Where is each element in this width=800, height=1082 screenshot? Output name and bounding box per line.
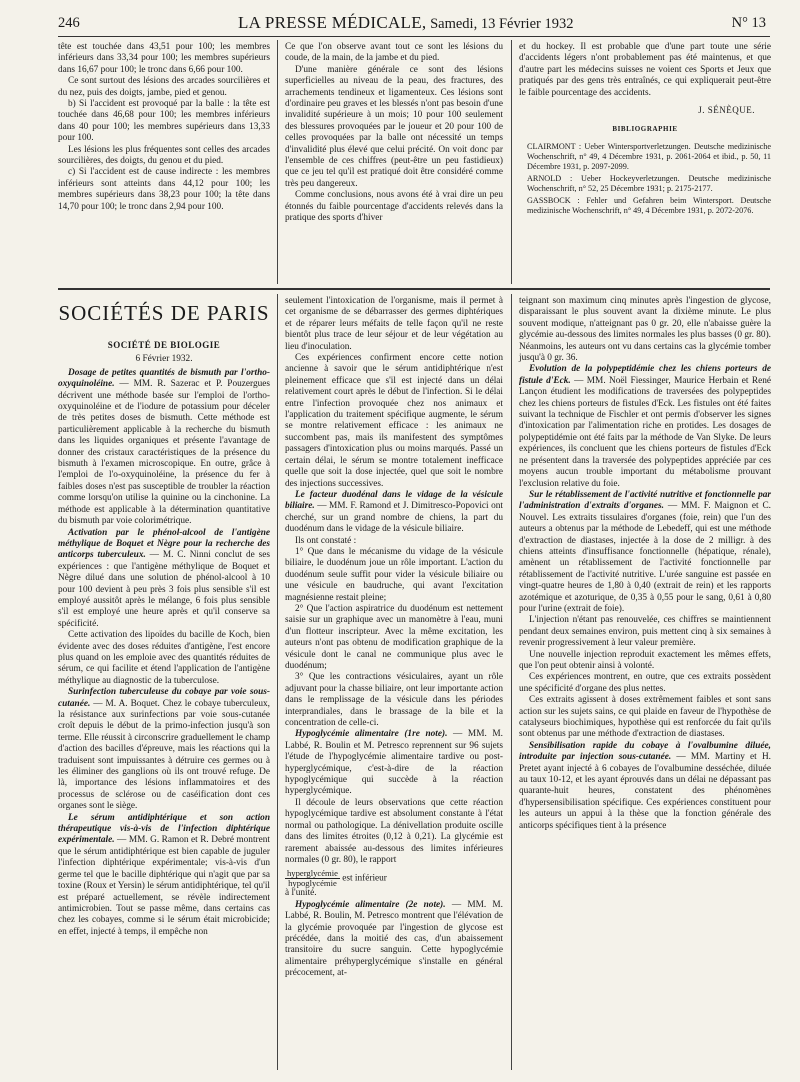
paragraph: [519, 695, 771, 741]
communication-paragraph: [58, 813, 270, 938]
communication-paragraph: [519, 364, 771, 489]
journal-title: [238, 10, 573, 37]
paragraph-text: — MM. Noël Fiessinger, Maurice Herbain et René Lançon étudient les modifications de traversées des polypeptides chez les chiens porteurs de fistules d'Eck. Les fistules ont été faites suivant la technique de Fischler et ont permis d'observer les signes d'intoxication par l'alimentation riche en protides. Les dosages de polypeptidémie ont été faits par la méthode de Van Slyke. De leurs expériences, ils concluent que les chiens porteurs de fistules d'Eck ne présentent dans la traversée des polypeptides appréciée par ces moyens aucun trouble important du métabolisme prouvant l'exclusion relative du foie.: [519, 375, 772, 489]
communication-paragraph: [58, 368, 270, 528]
top-column-2: [285, 42, 503, 225]
paragraph-text: Cette activation des lipoïdes du bacille de Koch, bien évidente avec des doses réduites d'antigène, l'est encore plus quand on les emploie avec des quantités réduites de sérum, ce qui facilite et étend l'application de l'antigène méthylique au diagnostic de la tuberculose.: [58, 630, 270, 686]
communication-title: Hypoglycémie alimentaire (2e note).: [295, 899, 446, 910]
bibliography-entry: CLAIRMONT : Ueber Wintersportverletzungen. Deutsche medizinische Wochenschrift, n° 49, 4 Décembre 1931, p. 2061-2064 et ibid., p. 50, 11 Décembre 1931, p. 2097-2099.: [527, 141, 771, 171]
session-date: 6 Février 1932.: [135, 354, 193, 365]
ratio-formula: [285, 869, 503, 888]
paragraph: et du hockey. Il est probable que d'une part toute une série d'accidents légers n'ont probablement pas été maintenus, et que d'autre part les médecins suisses ne voient ces Sports et Jeux que pratiqués par des gens très entraînés, ce qui expliquerait peut-être le faible pourcentage des accidents.: [519, 42, 771, 98]
communication-paragraph: [519, 741, 771, 832]
paragraph: [285, 672, 503, 729]
communication-paragraph: [58, 528, 270, 631]
paragraph: D'une manière générale ce sont des lésions superficielles au niveau de la peau, des fractures, des arrachements tendineux et ligamenteux. Ces lésions sont d'ordinaire peu graves et les blessés n'ont pas besoin d'une invalidité supérieure à un mois; 10 pour 100 seulement des blessures provoquées par le joueur et 20 pour 100 de celles provoquées par la balle ont nécessité un temps d'invalidité plus élevé que celui précité. On voit donc par l'ensemble de ces chiffres (peut-être un peu fastidieux) que ce jeu tel qu'il est pratiqué doit être considéré comme très peu dangereux.: [285, 64, 503, 189]
fraction-numerator: hyperglycémie: [287, 868, 338, 879]
paragraph: Ce sont surtout des lésions des arcades sourcilières et du nez, puis des doigts, jambe, pied et genou.: [58, 76, 270, 98]
journal-name: LA PRESSE MÉDICALE,: [238, 13, 427, 32]
paragraph: c) Si l'accident est de cause indirecte : les membres inférieurs sont atteints dans 44,12 pour 100; les membres supérieurs dans 38,23 pour 100; la tête dans 14,70 pour 100; le tronc dans 2,94 pour 100.: [58, 167, 270, 212]
communication-title: Sensibilisation rapide du cobaye à l'ovalbumine diluée, introduite par injection sous-cutanée.: [519, 740, 771, 763]
issue-date: Samedi, 13 Février 1932: [430, 16, 574, 32]
paragraph-text: Une nouvelle injection reproduit exactement les mêmes effets, que l'on peut obtenir ainsi à volonté.: [519, 649, 771, 671]
paragraph-text: Ces expériences montrent, en outre, que ces extraits possèdent une spécificité d'organe des plus nettes.: [519, 672, 771, 694]
communication-paragraph: [58, 687, 270, 812]
communication-title: Dosage de petites quantités de bismuth par l'ortho-oxyquinoléine.: [58, 367, 270, 390]
bottom-column-3: [519, 296, 771, 832]
bottom-column-1: [58, 296, 270, 938]
paragraph-text: Ces extraits agissent à doses extrêmement faibles et sont sans action sur les sujets sains, ce qui plaide en faveur de l'hypothèse de catalyseurs biochimiques, hypothèse qui est renforcée du fait qu'ils sont obtenus par une méthode d'extraction de diastases.: [519, 695, 771, 740]
communication-title: Le facteur duodénal dans le vidage de la vésicule biliaire.: [285, 489, 503, 512]
column-divider: [511, 40, 512, 284]
paragraph: b) Si l'accident est provoqué par la balle : la tête est touchée dans 46,68 pour 100; les membres inférieurs dans 40 pour 100; les membres supérieurs dans 13,33 pour 100.: [58, 99, 270, 144]
paragraph: tête est touchée dans 43,51 pour 100; les membres inférieurs dans 33,34 pour 100; les membres supérieurs dans 16,67 pour 100; le tronc dans 6,66 pour 100.: [58, 42, 270, 75]
paragraph: Ce que l'on observe avant tout ce sont les lésions du coude, de la main, de la jambe et du pied.: [285, 42, 503, 64]
paragraph: Les lésions les plus fréquentes sont celles des arcades sourcilières, des doigts, du genou et du pied.: [58, 144, 270, 167]
paragraph: [519, 615, 771, 649]
paragraph-text: — MM. M. Labbé, R. Boulin et M. Petresco reprennent sur 96 sujets l'étude de l'hypoglycémie alimentaire tardive ou post-hyperglycémique, c'est-à-dire de la réaction hypoglycémique qui succède à la réaction hyperglycémique.: [285, 729, 503, 797]
paragraph-text: — MM. M. Labbé, R. Boulin, M. Petresco montrent que l'élévation de la glycémie provoquée par l'ingestion de glycose est précédée, dans la moitié des cas, d'un abaissement transitoire du sucre sanguin. Cette hypoglycémie alimentaire préhyperglycémique s'installe en général précocement, at-: [285, 899, 503, 979]
communication-title: Sur le rétablissement de l'activité nutritive et fonctionnelle par l'administration d'extraits d'organes.: [519, 489, 771, 512]
ratio-text: est inférieur: [342, 873, 387, 884]
paragraph: [58, 630, 270, 687]
communication-paragraph: [285, 729, 503, 797]
paragraph: [285, 547, 503, 604]
fraction: [285, 869, 340, 888]
paragraph-text: — MM. R. Sazerac et P. Pouzergues décrivent une méthode basée sur l'emploi de l'ortho-oxyquinoléine et de l'iodure de potassium pour déceler de très petites doses de bismuth. Cette méthode est particulièrement applicable à la recherche du bismuth dans les liquides organiques et présente l'avantage de donner des cristaux caractéristiques de la présence du bismuth à l'examen microscopique. En outre, grâce à l'emploi de l'o-oxyquinoléine, la présence du fer à faibles doses n'est pas susceptible de troubler la réaction comme lorsqu'on utilise la quinine ou la cinchonine. La méthode est applicable à la détermination quantitative du bismuth par voie colorimétrique.: [58, 379, 270, 527]
paragraph: [519, 672, 771, 695]
paragraph: [285, 353, 503, 490]
communication-title: Surinfection tuberculeuse du cobaye par voie sous-cutanée.: [58, 687, 270, 709]
paragraph-text: L'injection n'étant pas renouvelée, ces chiffres se maintiennent pendant deux semaines environ, puis mettent cinq à six semaines à revenir progressivement à leur valeur première.: [519, 615, 771, 649]
paragraph: [519, 650, 771, 673]
column-divider: [511, 294, 512, 1070]
communication-paragraph: [285, 490, 503, 536]
paragraph: [285, 798, 503, 866]
paragraph: [285, 604, 503, 672]
top-column-1: [58, 42, 270, 213]
paragraph: [519, 296, 771, 364]
paragraph: à l'unité.: [285, 888, 317, 899]
paragraph-text: — MM. Martiny et H. Pretet ayant injecté à 6 cobayes de l'ovalbumine desséchée, diluée au taux 10-12, et les ayant éprouvés dans un délai ne dépassant pas quarante-huit heures, constatent des phénomènes d'hypersensibilisation spécifique. Ces expériences constituent pour les auteurs un appui à la thèse que la fonction générale des anticorps spécifiques tient à la présence: [519, 752, 771, 831]
paragraph-text: 1° Que dans le mécanisme du vidage de la vésicule biliaire, le duodénum joue un rôle important. L'action du duodénum seule suffit pour vider la vésicule biliaire ou une vésicule en baudruche, qui avant l'excitation magnésienne restait pleine;: [285, 546, 503, 603]
page-header: [58, 10, 770, 37]
issue-number: N° 13: [731, 15, 766, 31]
bibliography: [519, 142, 771, 216]
communication-paragraph: [519, 490, 771, 615]
paragraph-text: teignant son maximum cinq minutes après l'ingestion de glycose, disparaissant le plus souvent avant la dixième minute. Le plus souvent modique, n'atteignant pas 0 gr. 20, elle n'abaisse guère la glycémie au-dessous des limites normales les plus basses (0 gr. 80). Néanmoins, les auteurs ont vu dans certains cas la glycémie tomber jusqu'à 0 gr. 36.: [519, 296, 771, 364]
paragraph-text: — MM. F. Maignon et C. Nouvel. Les extraits tissulaires d'organes (foie, rein) que l'un des auteurs a obtenus par la méthode de Lebedeff, qui est une méthode d'extraction de diastases, injectée à la dose de 2 milligr. à des chiens atteints d'insuffisance fonctionnelle (hépatique, rénale), amènent un rétablissement de l'activité fonctionnelle par rétablissement de l'activité nutritive. L'urée sanguine est passée en vingt-quatre heures de 1,80 à 0,40 (extrait de rein) et les rapports azotémique et azoturique, de 0,35 à 0,55 pour le sang, 0,61 à 0,80 pour l'urine (extrait de foie).: [519, 501, 772, 614]
paragraph-text: seulement l'intoxication de l'organisme, mais il permet à cet organisme de se débarrasser des germes diphtériques et de réparer leurs méfaits de telle façon qu'il ne reste bientôt plus trace de leur séjour et de leur végétation au lieu d'inoculation.: [285, 296, 503, 352]
fraction-denominator: hypoglycémie: [288, 878, 337, 889]
top-column-3: [519, 42, 771, 218]
paragraph-text: Il découle de leurs observations que cette réaction hypoglycémique tardive est absolument constante à l'état normal ou pathologique. La dénivellation produite oscille dans des limites étroites (0,12 à 0,21). La glycémie est rarement abaissée au-dessous des limites inférieures normales (0 gr. 80), le rapport: [285, 797, 503, 865]
paragraph-text: 3° Que les contractions vésiculaires, ayant un rôle adjuvant pour la chasse biliaire, ont leur importante action dans le remplissage de la vésicule dans les périodes interprandiales, dans le brassage de la bile et la concentration de celle-ci.: [285, 672, 503, 729]
paragraph: [285, 536, 503, 547]
column-divider: [277, 294, 278, 1070]
section-divider: [58, 288, 770, 290]
paragraph-text: Ils ont constaté :: [295, 535, 357, 546]
paragraph: Comme conclusions, nous avons été à vrai dire un peu étonnés du faible pourcentage d'accidents relevés dans la pratique des sports d'hiver: [285, 190, 503, 224]
communication-title: Evolution de la polypeptidémie chez les chiens porteurs de fistule d'Eck.: [519, 364, 771, 386]
paragraph-text: — M. A. Boquet. Chez le cobaye tuberculeux, la résistance aux surinfections par voie sous-cutanée croît depuis le début de la primo-infection jusqu'à son terme. Elle réussit à circonscrire graduellement le champ d'action des bacilles d'épreuve, mais les réactions qui la traduisent sont impuissantes à détruire ces germes ou à les éliminer des ganglions où ils ont trouvé refuge. De là, importance des lésions inflammatoires et des processus de sclérose ou de caséification dont ces organes sont le siège.: [58, 698, 270, 812]
section-title: SOCIÉTÉS DE PARIS: [58, 301, 270, 325]
paragraph-text: — MM. F. Ramond et J. Dimitresco-Popovici ont cherché, sur un grand nombre de chiens, la part du duodénum dans le vidage de la vésicule biliaire.: [285, 501, 503, 535]
paragraph-text: — M. C. Ninni conclut de ses expériences : que l'antigène méthylique de Boquet et Nègre dilué dans une solution de phénol-alcool à 10 pour 100 devient à peu près 3 fois plus sensible s'il est employé aussitôt après le mélange, 6 fois plus sensible s'il est employé une heure après et qu'il conserve sa spécificité.: [58, 550, 270, 629]
bibliography-entry: GASSBOCK : Fehler und Gefahren beim Wintersport. Deutsche medizinische Wochenschrift, n° 49, 4 Décembre 1931, p. 2072-2076.: [527, 195, 771, 215]
paragraph-text: Ces expériences confirment encore cette notion ancienne à savoir que le sérum antidiphtérique n'est pleinement efficace que s'il est injecté dans un délai relativement court après le début de l'infection. Si le délai entre l'infection provoquée chez nos animaux et l'application du traitement spécifique augmente, le sérum se montre relativement efficace : les animaux ne succombent pas, mais ils manifestent des symptômes passagers d'intoxication plus ou moins marqués. Passé un certain délai, le sérum se montre totalement inefficace quelle que soit la dose injectée, quel que soit le nombre des injections successives.: [285, 353, 503, 489]
bottom-column-2: [285, 296, 503, 980]
page-number: 246: [58, 15, 80, 31]
paragraph-text: 2° Que l'action aspiratrice du duodénum est nettement saisie sur un graphique avec un manomètre à l'eau, muni d'un flotteur inscripteur. Avec la même excitation, les auteurs n'ont pas obtenu de modification graphique de la vésicule dont le canal ne communique plus avec le duodénum;: [285, 603, 503, 671]
author-signature: J. SÉNÈQUE.: [698, 105, 755, 116]
bibliography-title: BIBLIOGRAPHIE: [612, 125, 678, 134]
communication-title: Hypoglycémie alimentaire (1re note).: [295, 729, 448, 740]
column-divider: [277, 40, 278, 284]
society-name: SOCIÉTÉ DE BIOLOGIE: [107, 340, 221, 350]
paragraph-text: — MM. G. Ramon et R. Debré montrent que le sérum antidiphtérique est bien capable de juguler l'infection diphtérique expérimentale; vis-à-vis d'un germe tel que le bacille diphtérique qui n'agit que par sa toxine (Roux et Yersin) le sérum antidiphtérique, tel qu'il est préparé actuellement, se révèle indirectement antimicrobien. Tout se passe même, dans certains cas chez les cobayes, comme si le sérum était microbicide; en effet, injecté à temps, il empêche non: [58, 835, 270, 937]
paragraph: [285, 296, 503, 353]
communication-paragraph: [285, 900, 503, 980]
bibliography-entry: ARNOLD : Ueber Hockeyverletzungen. Deutsche medizinische Wochenschrift, n° 52, 25 Décembre 1931; p. 2175-2177.: [527, 173, 771, 193]
communication-title: Activation par le phénol-alcool de l'antigène méthylique de Boquet et Nègre pour la recherche des anticorps tuberculeux.: [58, 527, 270, 561]
communication-title: Le sérum antidiphtérique et son action thérapeutique vis-à-vis de l'infection diphtérique expérimentale.: [58, 812, 270, 846]
